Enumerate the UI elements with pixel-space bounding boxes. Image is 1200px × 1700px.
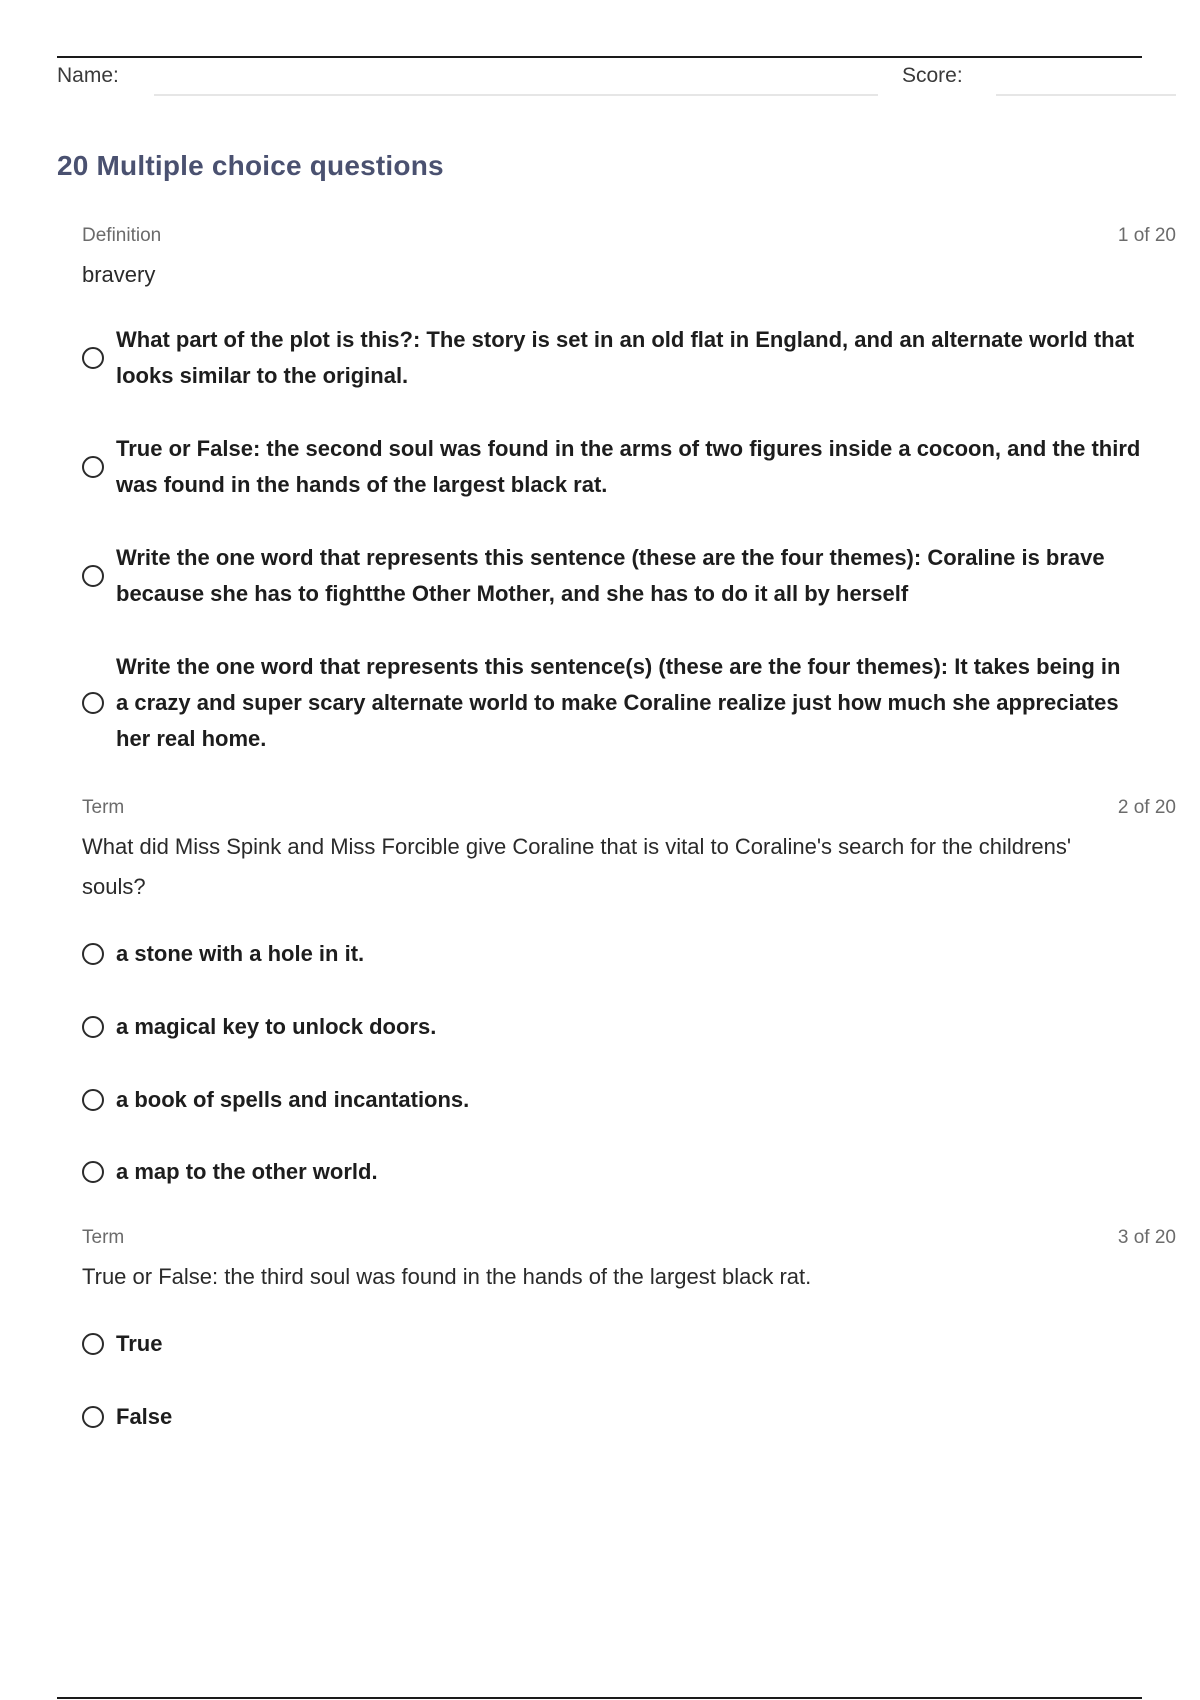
answer-option-label: a book of spells and incantations. <box>116 1087 470 1112</box>
answer-option[interactable] <box>82 431 1162 503</box>
answer-option[interactable] <box>82 540 1162 612</box>
radio-button-icon[interactable] <box>82 1089 104 1111</box>
answer-option[interactable] <box>82 1154 378 1190</box>
name-label: Name: <box>57 64 119 87</box>
question-2 <box>82 797 1176 1184</box>
answer-option[interactable] <box>82 936 364 972</box>
radio-button-icon[interactable] <box>82 943 104 965</box>
answer-option[interactable] <box>82 1326 162 1362</box>
question-type: Definition <box>82 225 162 246</box>
question-type: Term <box>82 797 125 818</box>
bottom-divider <box>57 1697 1142 1699</box>
score-label: Score: <box>902 64 963 87</box>
question-counter: 1 of 20 <box>1117 225 1176 246</box>
answer-option[interactable] <box>82 1009 436 1045</box>
answer-option-label: a magical key to unlock doors. <box>116 1014 437 1039</box>
radio-button-icon[interactable] <box>82 692 104 714</box>
radio-button-icon[interactable] <box>82 1406 104 1428</box>
question-1 <box>82 225 1176 751</box>
radio-button-icon[interactable] <box>82 347 104 369</box>
top-divider <box>57 56 1142 58</box>
answer-option-label: False <box>116 1404 173 1429</box>
question-prompt: bravery <box>82 262 156 287</box>
answer-option-label: Write the one word that represents this sentence(s) (these are the four themes): It takes being in a crazy and super scary alternate world to make Coraline realize just how much she appreciates her real home. <box>116 654 1121 751</box>
question-3 <box>82 1227 1176 1429</box>
question-prompt: True or False: the third soul was found in the hands of the largest black rat. <box>82 1264 812 1289</box>
answer-option-label: a map to the other world. <box>116 1159 378 1184</box>
answer-option[interactable] <box>82 1082 469 1118</box>
question-type: Term <box>82 1227 125 1248</box>
radio-button-icon[interactable] <box>82 456 104 478</box>
answer-option-label: True or False: the second soul was found in the arms of two figures inside a cocoon, and the third was found in the hands of the largest black rat. <box>116 436 1141 497</box>
score-field[interactable] <box>996 94 1176 96</box>
question-prompt: What did Miss Spink and Miss Forcible give Coraline that is vital to Coraline's search for the childrens' souls? <box>82 834 1072 899</box>
name-field[interactable] <box>154 94 878 96</box>
answer-option-label: Write the one word that represents this sentence (these are the four themes): Coraline is brave because she has to fightthe Other Mother, and she has to do it all by herself <box>116 545 1105 606</box>
section-title: 20 Multiple choice questions <box>57 150 444 181</box>
answer-option-label: What part of the plot is this?: The story is set in an old flat in England, and an alternate world that looks similar to the original. <box>116 327 1135 388</box>
radio-button-icon[interactable] <box>82 1016 104 1038</box>
answer-option-label: a stone with a hole in it. <box>116 941 365 966</box>
radio-button-icon[interactable] <box>82 1161 104 1183</box>
question-counter: 3 of 20 <box>1117 1227 1176 1248</box>
radio-button-icon[interactable] <box>82 1333 104 1355</box>
answer-option[interactable] <box>82 1399 172 1435</box>
answer-option-label: True <box>116 1331 163 1356</box>
question-counter: 2 of 20 <box>1117 797 1176 818</box>
answer-option[interactable] <box>82 322 1162 394</box>
answer-option[interactable] <box>82 649 1132 757</box>
radio-button-icon[interactable] <box>82 565 104 587</box>
